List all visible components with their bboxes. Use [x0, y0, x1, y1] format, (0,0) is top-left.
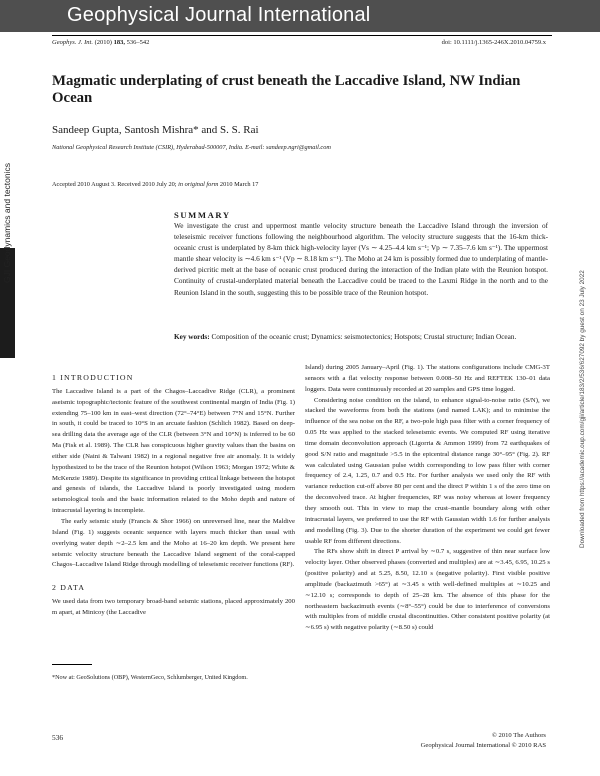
citation: [52, 39, 149, 46]
footnote-rule: [52, 664, 92, 665]
summary-text: We investigate the crust and uppermost mantle velocity structure beneath the Laccadive Island through the inversion of teleseismic receiver functions following the neighbourhood algorithm. The velocity structure suggests that the 16-km thick-oceanic crust is underplated by 8-km thick high-velocity layer (Vs ∼ 4.25–4.4 km s⁻¹; Vp ∼ 7.35–7.6 km s⁻¹). The uppermost mantle shear velocity is ∼4.6 km s⁻¹ (Vp ∼ 8.18 km s⁻¹). The Moho at 24 km is possibly formed due to underplating of mantle-derived picritic melt at the base of oceanic crust produced during the interaction of the Indian plate with the Reunion hotspot. Continuity of crustal-underplated material beneath the Laccadive could be traced to the Laxmi Ridge in the north and to the Reunion Island in the south, suggesting this to be possible trace of the Reunion hotspot.: [174, 222, 548, 297]
dates-original-date: 2010 March 17: [218, 181, 259, 188]
summary-heading: SUMMARY: [174, 210, 231, 220]
doi[interactable]: doi: 10.1111/j.1365-246X.2010.04759.x: [441, 39, 546, 46]
intro-paragraph-1: The Laccadive Island is a part of the Chagos–Laccadive Ridge (CLR), a prominent aseismic topographic/tectonic feature of the southwest continental margin of India (Fig. 1) extending 75–100 km in east–west direction (72°–74°E) between 7°N and 15°N. Further in south, it could be traced to 10°S in an arcuate fashion (Schlich 1982). Based on deep-sea drilling data the average age of the CLR (between 3°N and 10°N) is inferred to be 60 Ma (Fisk et al. 1989). The CLR has conspicuous higher gravity values than the basins on either side (Naini & Talwani 1982) in a regional negative free air anomaly. It is widely hypothesized to be the trace of the Reunion hotspot (Wilson 1963; Morgan 1972; White & McKenzie 1989). Despite its significance in providing critical linkage between the hotspot and genesis of islands, the Laccadive Island is poorly investigated using modern seismological tools and the basic information related to the Moho depth and nature of intracrustal layering is incomplete.: [52, 387, 295, 515]
header-rule: [52, 35, 552, 36]
footnote: *Now at: GeoSolutions (OBP), WesternGeco, Schlumberger, United Kingdom.: [52, 674, 248, 681]
keywords-label: Key words:: [174, 333, 210, 341]
citation-year: (2010): [94, 39, 112, 46]
copyright: [421, 731, 546, 750]
article-title: Magmatic underplating of crust beneath the Laccadive Island, NW Indian Ocean: [52, 73, 521, 106]
intro-paragraph-2: The early seismic study (Francis & Shor 1966) on unreversed line, near the Maldive Island (Fig. 1) suggests oceanic sequence with layers much thicker than usual with overlying water depth ∼2–2.5 km and the Moho at 16–20 km depth. We present here seismic velocity structure beneath the Laccadive Island segment of the coral-capped Chagos–Laccadive Island Ridge through modelling of teleseismic receiver functions (RF).: [52, 517, 295, 569]
page-number: 536: [52, 733, 64, 742]
data-paragraph-1-continued: Island) during 2005 January–April (Fig. 1). The stations configurations include CMG-3T sensors with a flat velocity response between 0.008–50 Hz and REFTEK 130–01 data loggers. Data were continuously recorded at 20 samples and GPS time logged.: [305, 364, 550, 393]
publication-dates: [52, 181, 258, 188]
data-paragraph-3: The RFs show shift in direct P arrival by ∼0.7 s, suggestive of thin near surface low velocity layer. Other observed phases (converted and multiples) are at ∼3.45, 6.95, 10.25 s (positive polarity) and at 5.25, 8.50, 12.10 s (negative polarity). First visible positive amplitude (backazimuth >65°) at ∼3.45 s with well-defined multiples at ∼10.25 and ∼12.10 s; corresponds to depth of 25–28 km. The absence of this phase for the northeastern backazimuth events (∼8°–55°) could be due to interference of conversions with multiples from of middle crustal discontinuities. Other consistent positive polarity (at ∼6.95 s) with negative polarity (∼8.50 s) could: [305, 548, 550, 632]
dates-original-label: in original form: [178, 181, 219, 188]
intro-heading: 1 INTRODUCTION: [52, 373, 134, 382]
citation-journal: Geophys. J. Int.: [52, 39, 93, 46]
copyright-line-2: Geophysical Journal International © 2010 RAS: [420, 741, 546, 749]
copyright-line-1: © 2010 The Authors: [491, 732, 546, 739]
section-label: GJI Geodynamics and tectonics: [2, 162, 12, 283]
keywords-text: Composition of the oceanic crust; Dynamics: seismotectonics; Hotspots; Crustal structure; Indian Ocean.: [209, 333, 517, 341]
citation-pages: 536–542: [126, 39, 150, 46]
dates-accepted: Accepted 2010 August 3. Received 2010 July 20;: [52, 181, 179, 188]
data-paragraph-2: Considering noise condition on the island, to enhance signal-to-noise ratio (S/N), we stacked the waveforms from both the stations (and named LAK); and to minimise the influence of the sea noise on the RF, a two-pole high pass filter with a corner frequency of 0.05 Hz was applied to the stacked teleseismic events. We computed RF using iterative time domain deconvolution approach (Ligorria & Ammon 1999) from 72 earthquakes of good S/N ratio and magnitude >5.5 in the epicentral distance range 30°–95° (Fig. 2). RF was calculated using Gaussian pulse width corresponding to low pass filter with corner frequency of 2.4, 1.25, 0.7 and 0.5 Hz. For further analysis we used only the RF with variance reduction cut-off above 80 per cent and the direct P within 1 s of the zero time on the deconvolved trace. At higher frequencies, RF was noisy whereas at lower frequency they smooth out. This in view to map the crust–mantle boundary along with other intracrustal layers, we preferred to use the RF with Gaussian width 1.6 for further analysis and modelling (Fig. 3). Due to the shorter duration of the experiment we could get fewer usable RF from different directions.: [305, 396, 550, 545]
data-paragraph-1: We used data from two temporary broad-band seismic stations, placed approximately 200 m apart, at Minicoy (the Laccadive: [52, 598, 295, 616]
body-column-right: [305, 363, 550, 634]
journal-name: Geophysical Journal International: [67, 4, 371, 26]
authors: Sandeep Gupta, Santosh Mishra* and S. S. Rai: [52, 124, 259, 136]
download-note: Downloaded from https://academic.oup.com/gji/article/183/2/536/627092 by guest on 23 July 2022: [579, 270, 586, 548]
body-column-left: [52, 373, 295, 619]
data-heading: 2 DATA: [52, 583, 86, 593]
affiliation: National Geophysical Research Institute (CSIR), Hyderabad-500007, India. E-mail: sandeep.ngri@gmail.com: [52, 144, 331, 151]
citation-volume: 183,: [113, 39, 125, 46]
journal-header-band: [0, 0, 600, 32]
keywords: [174, 332, 548, 343]
